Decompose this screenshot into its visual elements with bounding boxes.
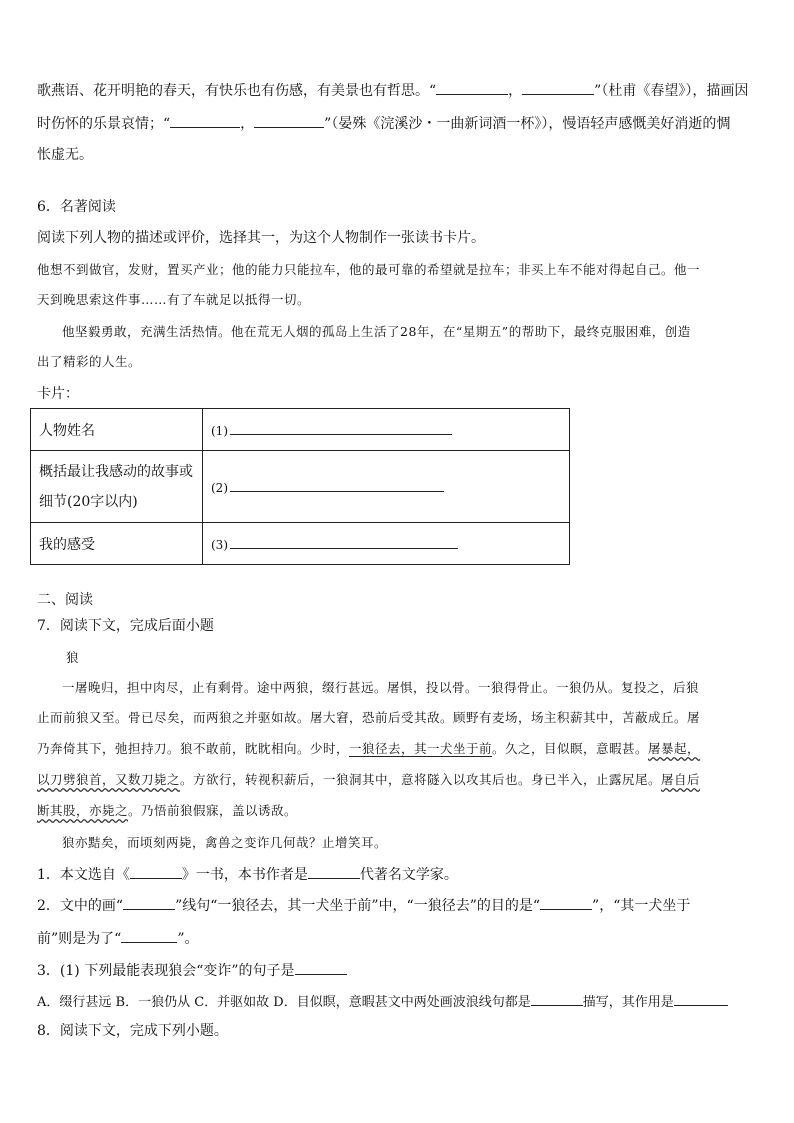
subquestion-1: 1．本文选自《 》一书，本书作者是 代著名文学家。: [37, 864, 458, 885]
answer-blank: [121, 928, 177, 943]
card-field-cell[interactable]: (3): [203, 523, 570, 565]
passage-line-2: 止而前狼又至。骨已尽矣，而两狼之并驱如故。屠大窘，恐前后受其敌。顾野有麦场，场主积薪其中，苫蔽成丘。屠: [37, 710, 701, 725]
fill-line[interactable]: [230, 420, 452, 435]
subquestion-2: 2．文中的画“ ”线句“一狼径去，其一犬坐于前”中，“一狼径去”的目的是“ ”，“其一犬坐于: [37, 895, 690, 916]
answer-blank: [540, 895, 592, 910]
answer-blank: [295, 960, 347, 975]
underlined-sentence: 一狼径去，其一犬坐于前: [349, 741, 493, 756]
passage-line-3: 乃奔倚其下，弛担持刀。狼不敢前，眈眈相向。少时，一狼径去，其一犬坐于前。久之，目似瞑，意暇甚。屠暴起，: [37, 741, 701, 756]
wavy-sentence: 以刀劈狼首，又数刀毙之: [37, 772, 181, 787]
q6-desc2-line2: 出了精彩的人生。: [37, 354, 142, 369]
answer-blank: [170, 113, 240, 128]
answer-blank: [436, 80, 508, 95]
card-label-cell: 人物姓名: [31, 409, 203, 451]
reading-card-table: [30, 408, 570, 565]
card-label-cell: 概括最让我感动的故事或 细节(20字以内): [31, 451, 203, 523]
wavy-sentence: 屠暴起，: [648, 741, 701, 756]
card-field-cell[interactable]: (2): [203, 451, 570, 523]
answer-blank: [254, 113, 324, 128]
subquestion-3: 3．(1) 下列最能表现狼会“变诈”的句子是: [37, 960, 347, 981]
intro-text: 歌燕语、花开明艳的春天，有快乐也有伤感，有美景也有哲思。“: [37, 83, 437, 99]
answer-blank: [674, 991, 728, 1006]
answer-blank: [123, 895, 175, 910]
passage-line-1: 一屠晚归，担中肉尽，止有剩骨。途中两狼，缀行甚远。屠惧，投以骨。一狼得骨止。一狼仍从。复投之，后狼: [62, 680, 700, 695]
intro-line-1: 歌燕语、花开明艳的春天，有快乐也有伤感，有美景也有哲思。“ ， ”（杜甫《春望》），描画因: [37, 80, 748, 101]
subquestion-3-options: A．缀行甚远 B．一狼仍从 C．并驱如故 D．目似瞑，意暇甚文中两处画波浪线句都是 描写，其作用是: [37, 991, 728, 1013]
q6-desc1-line1: 他想不到做官，发财，置买产业；他的能力只能拉车，他的最可靠的希望就是拉车；非买上车不能对得起自己。他一: [37, 262, 701, 277]
q6-desc1-line2: 天到晚思索这件事……有了车就足以抵得一切。: [37, 292, 311, 307]
q6-title: 6．名著阅读: [37, 199, 116, 215]
section-title: 二、阅读: [37, 592, 93, 608]
subquestion-2-cont: 前”则是为了“ ”。: [37, 928, 199, 949]
card-field-cell[interactable]: (1): [203, 409, 570, 451]
passage-line-5: 断其股，亦毙之。乃悟前狼假寐，盖以诱敌。: [37, 803, 298, 818]
intro-line-3: 怅虚无。: [37, 147, 93, 163]
passage-line-4: 以刀劈狼首，又数刀毙之。方欲行，转视积薪后，一狼洞其中，意将隧入以攻其后也。身已半入，止露尻尾。屠自后: [37, 772, 701, 787]
q6-instruction: 阅读下列人物的描述或评价，选择其一，为这个人物制作一张读书卡片。: [37, 230, 485, 246]
fill-line[interactable]: [230, 534, 458, 549]
answer-blank: [130, 864, 182, 879]
passage-paragraph-2: 狼亦黠矣，而顷刻两毙，禽兽之变诈几何哉？止增笑耳。: [62, 835, 388, 850]
answer-blank: [531, 991, 583, 1006]
table-row: [31, 409, 570, 451]
wavy-sentence: 屠自后: [661, 772, 701, 787]
q6-desc2-line1: 他坚毅勇敢，充满生活热情。他在荒无人烟的孤岛上生活了28年，在“星期五”的帮助下，最终克服困难，创造: [62, 324, 691, 339]
q7-title: 7．阅读下文，完成后面小题: [37, 618, 214, 634]
answer-blank: [522, 80, 594, 95]
intro-line-2: 时伤怀的乐景哀情；“ ， ”（晏殊《浣溪沙・一曲新词酒一杯》），慢语轻声感慨美好消逝的惆: [37, 113, 730, 134]
card-label-cell: 我的感受: [31, 523, 203, 565]
fill-line[interactable]: [230, 477, 444, 492]
passage-title: 狼: [66, 650, 80, 665]
answer-blank: [308, 864, 360, 879]
q8-title: 8．阅读下文，完成下列小题。: [37, 1023, 228, 1039]
table-row: [31, 451, 570, 523]
wavy-sentence: 断其股，亦毙之: [37, 803, 129, 818]
table-row: [31, 523, 570, 565]
card-label: 卡片：: [37, 386, 79, 402]
